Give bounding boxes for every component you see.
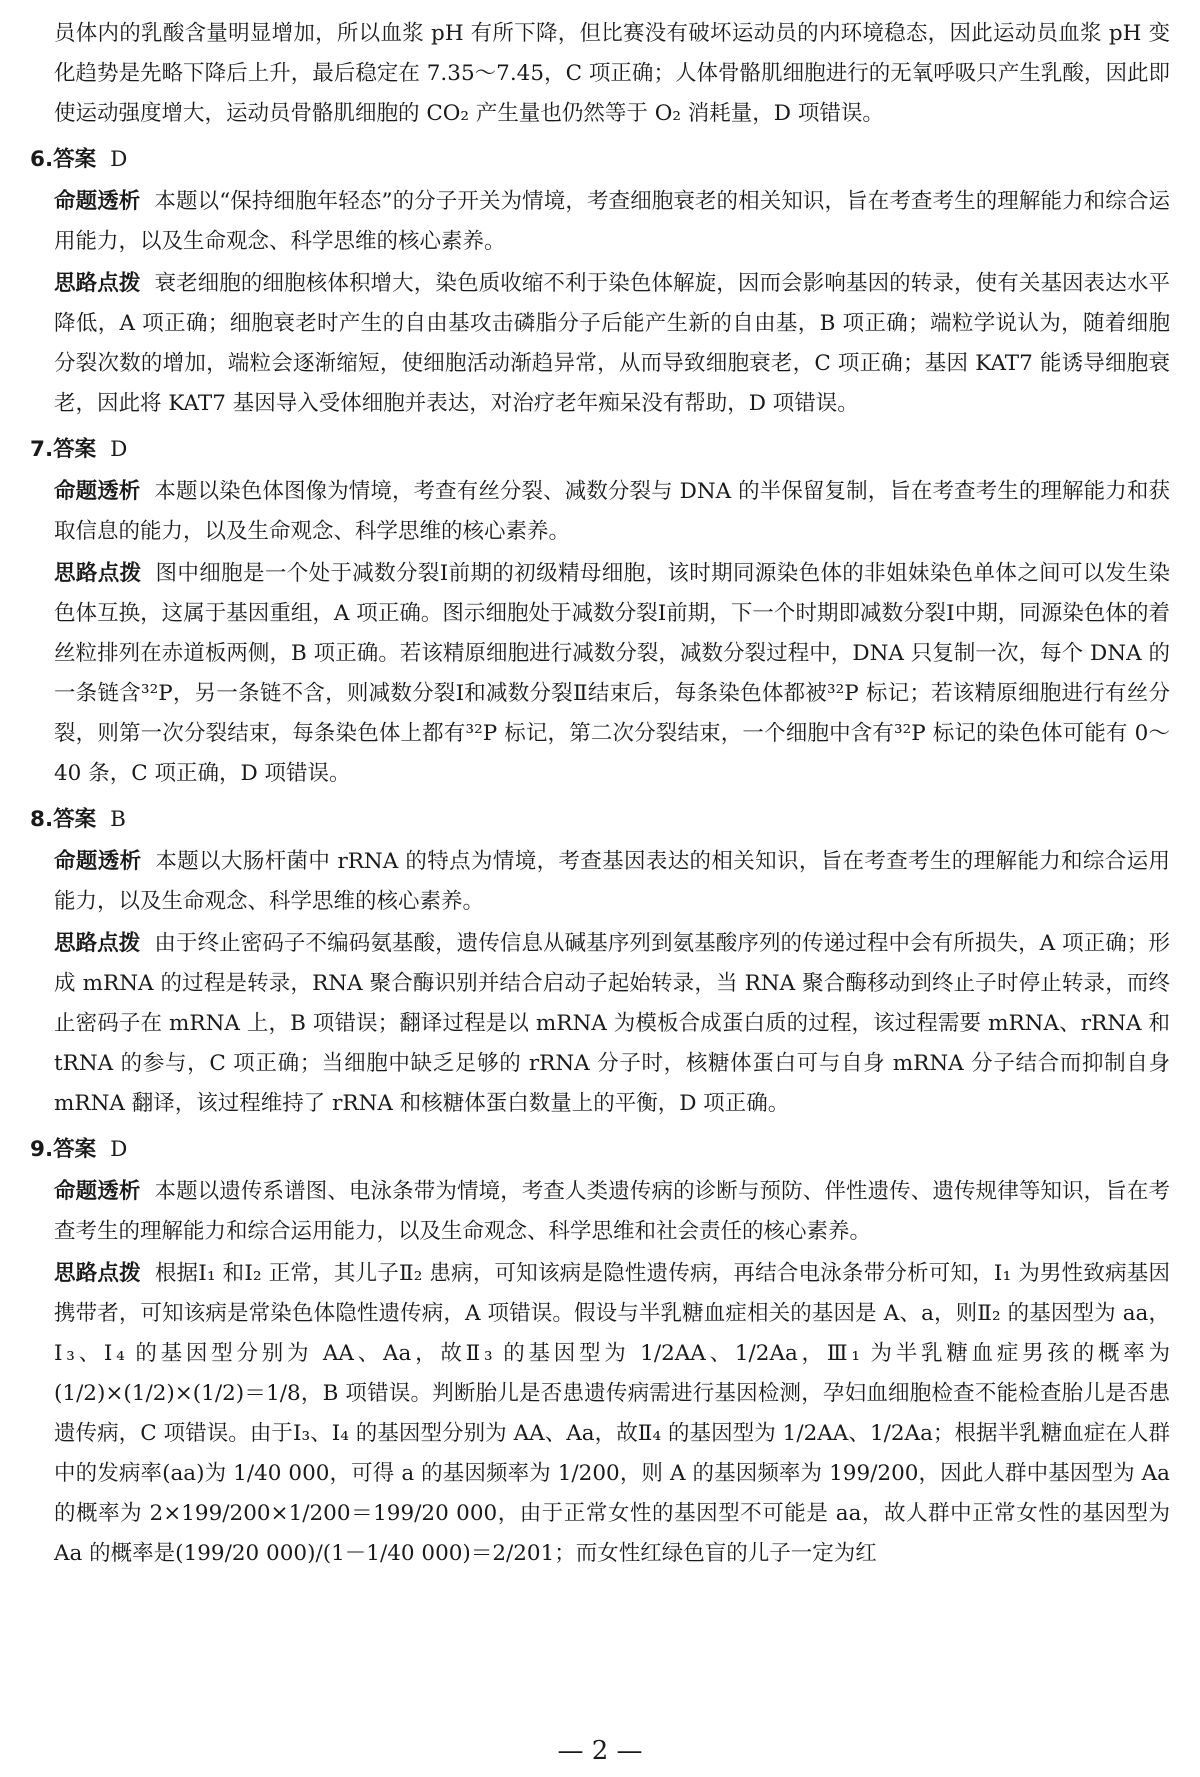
intent-label: 命题透析 xyxy=(54,189,141,214)
analysis-text: 衰老细胞的细胞核体积增大，染色质收缩不利于染色体解旋，因而会影响基因的转录，使有关基因表达水平降低，A 项正确；细胞衰老时产生的自由基攻击磷脂分子后能产生新的自由基，B 项正确；端粒学说认为，随着细胞分裂次数的增加，端粒会逐渐缩短，使细胞活动渐趋异常，从而导致细胞衰老，C 项正确；基因 KAT7 能诱导细胞衰老，因此将 KAT7 基因导入受体细胞并表达，对治疗老年痴呆没有帮助，D 项错误。 xyxy=(54,271,1170,416)
question-6 xyxy=(30,140,1170,424)
intent-label: 命题透析 xyxy=(54,479,141,504)
answer-value: B xyxy=(110,807,126,832)
answer-value: D xyxy=(110,1137,128,1162)
question-7 xyxy=(30,430,1170,794)
intent-label: 命题透析 xyxy=(54,1179,141,1204)
intent-text: 本题以遗传系谱图、电泳条带为情境，考查人类遗传病的诊断与预防、伴性遗传、遗传规律等知识，旨在考查考生的理解能力和综合运用能力，以及生命观念、科学思维和社会责任的核心素养。 xyxy=(54,1179,1170,1244)
intent-text: 本题以染色体图像为情境，考查有丝分裂、减数分裂与 DNA 的半保留复制，旨在考查考生的理解能力和获取信息的能力，以及生命观念、科学思维的核心素养。 xyxy=(54,479,1170,544)
answer-label: 答案 xyxy=(53,1137,97,1162)
answer-value: D xyxy=(110,147,128,172)
analysis-text: 根据Ⅰ₁ 和Ⅰ₂ 正常，其儿子Ⅱ₂ 患病，可知该病是隐性遗传病，再结合电泳条带分析可知，Ⅰ₁ 为男性致病基因携带者，可知该病是常染色体隐性遗传病，A 项错误。假设与半乳糖血症相关的基因是 A、a，则Ⅱ₂ 的基因型为 aa，Ⅰ₃、Ⅰ₄ 的基因型分别为 AA、Aa，故Ⅱ₃ 的基因型为 1/2AA、1/2Aa，Ⅲ₁ 为半乳糖血症男孩的概率为(1/2)×(1/2)×(1/2)＝1/8，B 项错误。判断胎儿是否患遗传病需进行基因检测，孕妇血细胞检查不能检查胎儿是否患遗传病，C 项错误。由于Ⅰ₃、Ⅰ₄ 的基因型分别为 AA、Aa，故Ⅱ₄ 的基因型为 1/2AA、1/2Aa；根据半乳糖血症在人群中的发病率(aa)为 1/40 000，可得 a 的基因频率为 1/200，则 A 的基因频率为 199/200，因此人群中基因型为 Aa 的概率为 2×199/200×1/200＝199/20 000，由于正常女性的基因型不可能是 aa，故人群中正常女性的基因型为 Aa 的概率是(199/20 000)/(1－1/40 000)＝2/201；而女性红绿色盲的儿子一定为红 xyxy=(54,1261,1170,1566)
analysis-text: 图中细胞是一个处于减数分裂Ⅰ前期的初级精母细胞，该时期同源染色体的非姐妹染色单体之间可以发生染色体互换，这属于基因重组，A 项正确。图示细胞处于减数分裂Ⅰ前期，下一个时期即减数分裂Ⅰ中期，同源染色体的着丝粒排列在赤道板两侧，B 项正确。若该精原细胞进行减数分裂，减数分裂过程中，DNA 只复制一次，每个 DNA 的一条链含³²P，另一条链不含，则减数分裂Ⅰ和减数分裂Ⅱ结束后，每条染色体都被³²P 标记；若该精原细胞进行有丝分裂，则第一次分裂结束，每条染色体上都有³²P 标记，第二次分裂结束，一个细胞中含有³²P 标记的染色体可能有 0～40 条，C 项正确，D 项错误。 xyxy=(54,561,1170,786)
question-number: 8. xyxy=(30,807,54,832)
analysis-label: 思路点拨 xyxy=(54,1261,141,1286)
intent-label: 命题透析 xyxy=(54,849,142,874)
analysis-label: 思路点拨 xyxy=(54,931,141,956)
question-number: 6. xyxy=(30,147,54,172)
answer-label: 答案 xyxy=(53,807,97,832)
analysis-label: 思路点拨 xyxy=(54,271,141,296)
answer-label: 答案 xyxy=(53,437,97,462)
intro-paragraph: 员体内的乳酸含量明显增加，所以血浆 pH 有所下降，但比赛没有破坏运动员的内环境稳态，因此运动员血浆 pH 变化趋势是先略下降后上升，最后稳定在 7.35～7.45，C 项正确；人体骨骼肌细胞进行的无氧呼吸只产生乳酸，因此即使运动强度增大，运动员骨骼肌细胞的 CO₂ 产生量也仍然等于 O₂ 消耗量，D 项错误。 xyxy=(54,21,1170,126)
answer-label: 答案 xyxy=(53,147,97,172)
page-number: — 2 — xyxy=(557,1736,643,1766)
analysis-text: 由于终止密码子不编码氨基酸，遗传信息从碱基序列到氨基酸序列的传递过程中会有所损失，A 项正确；形成 mRNA 的过程是转录，RNA 聚合酶识别并结合启动子起始转录，当 RNA 聚合酶移动到终止子时停止转录，而终止密码子在 mRNA 上，B 项错误；翻译过程是以 mRNA 为模板合成蛋白质的过程，该过程需要 mRNA、rRNA 和 tRNA 的参与，C 项正确；当细胞中缺乏足够的 rRNA 分子时，核糖体蛋白可与自身 mRNA 分子结合而抑制自身 mRNA 翻译，该过程维持了 rRNA 和核糖体蛋白数量上的平衡，D 项正确。 xyxy=(54,931,1170,1116)
answer-value: D xyxy=(110,437,128,462)
intent-text: 本题以大肠杆菌中 rRNA 的特点为情境，考查基因表达的相关知识，旨在考查考生的理解能力和综合运用能力，以及生命观念、科学思维的核心素养。 xyxy=(54,849,1170,914)
analysis-label: 思路点拨 xyxy=(54,561,142,586)
question-8 xyxy=(30,800,1170,1124)
question-9 xyxy=(30,1130,1170,1574)
intent-text: 本题以“保持细胞年轻态”的分子开关为情境，考查细胞衰老的相关知识，旨在考查考生的理解能力和综合运用能力，以及生命观念、科学思维的核心素养。 xyxy=(54,189,1170,254)
question-number: 9. xyxy=(30,1137,54,1162)
question-number: 7. xyxy=(30,437,54,462)
